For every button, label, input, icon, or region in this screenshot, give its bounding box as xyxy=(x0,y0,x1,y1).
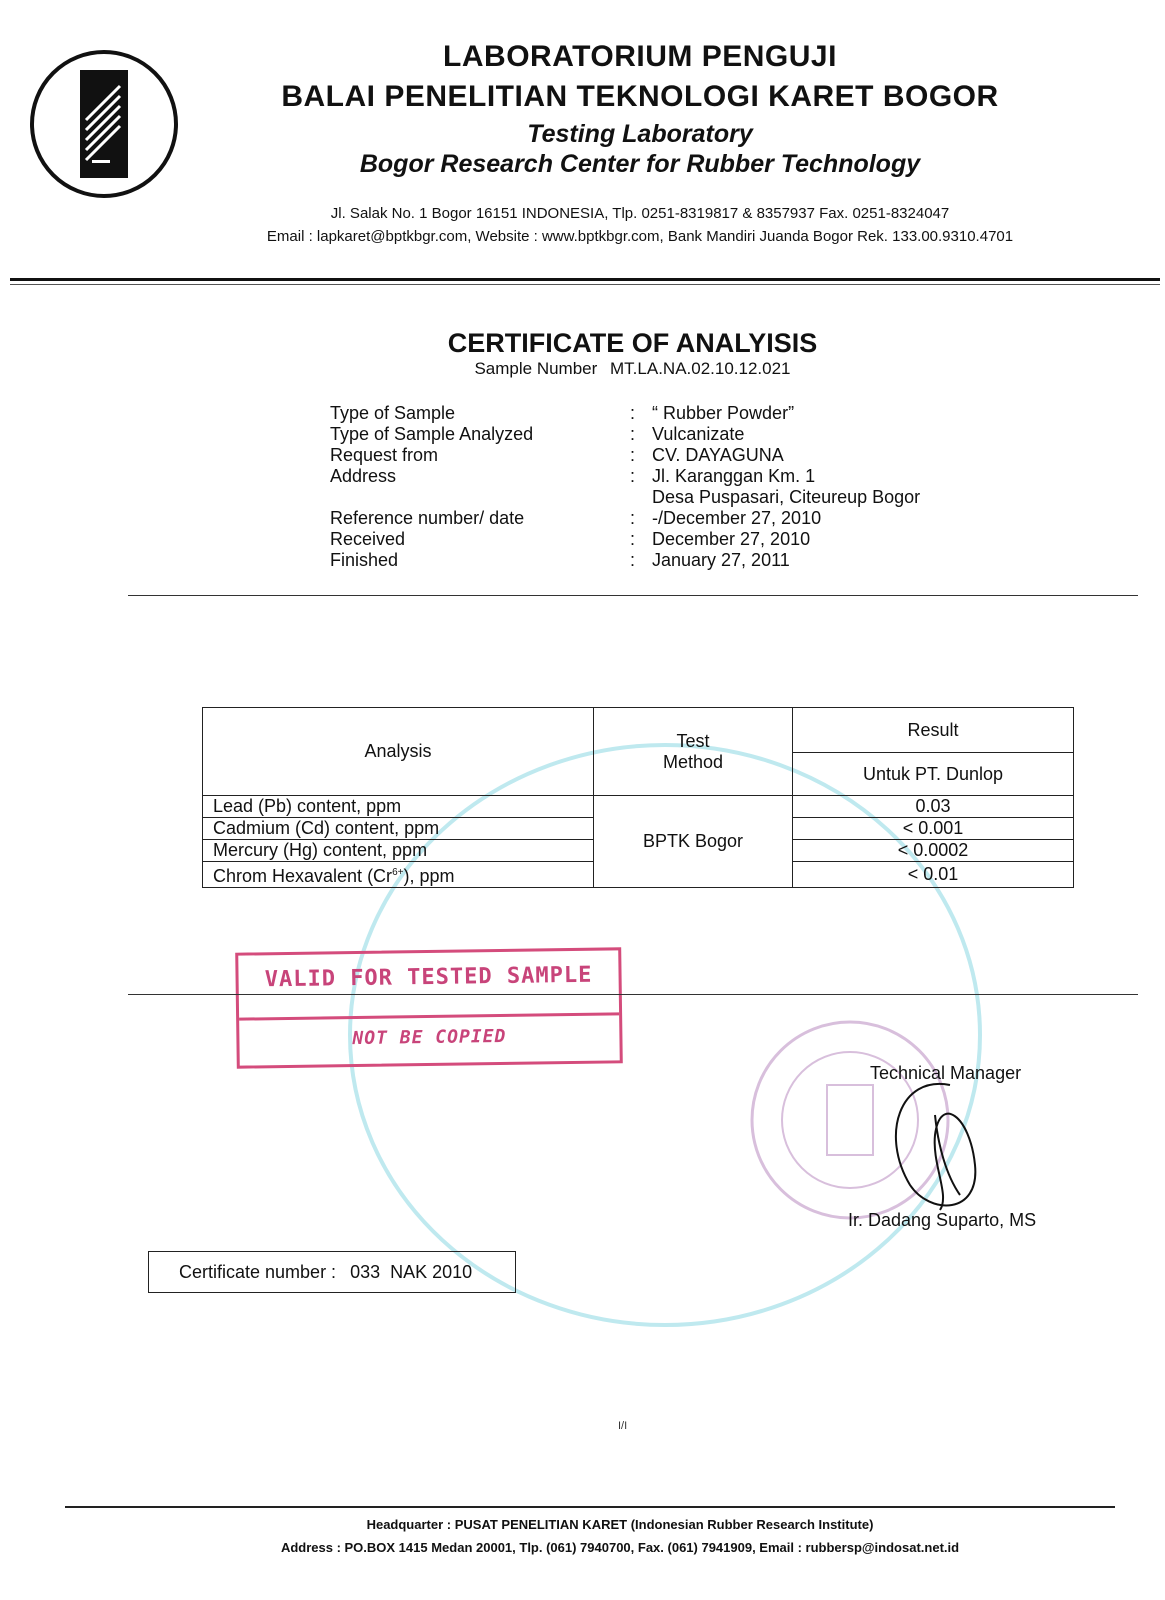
footer-headquarter: Headquarter : PUSAT PENELITIAN KARET (Indonesian Rubber Research Institute) xyxy=(366,1517,874,1532)
header-divider xyxy=(10,278,1160,281)
signatory-role: Technical Manager xyxy=(870,1063,1022,1083)
stamp-line2: NOT BE COPIED xyxy=(352,1025,507,1050)
table-header-row xyxy=(203,708,1074,753)
lab-title: LABORATORIUM PENGUJI xyxy=(443,40,837,73)
section-divider xyxy=(128,994,1138,995)
info-colon: : xyxy=(630,445,636,465)
analysis-superscript: 6+ xyxy=(392,867,404,878)
analysis-cell: Mercury (Hg) content, ppm xyxy=(203,840,594,862)
info-row xyxy=(330,508,950,529)
certificate-title: CERTIFICATE OF ANALYISIS xyxy=(447,328,818,358)
info-colon: : xyxy=(630,550,636,570)
results-table xyxy=(202,707,1074,888)
certificate-number-value: 033 NAK 2010 xyxy=(350,1262,473,1282)
institute-title-en: Bogor Research Center for Rubber Technology xyxy=(359,150,921,178)
info-value: -/December 27, 2010 xyxy=(652,508,822,528)
header-result: Result xyxy=(793,708,1074,753)
info-row xyxy=(330,466,950,487)
stamp-divider xyxy=(239,1012,619,1020)
info-value: Vulcanizate xyxy=(652,424,745,444)
method-cell: BPTK Bogor xyxy=(594,796,793,888)
lab-title-en: Testing Laboratory xyxy=(527,120,753,148)
info-colon xyxy=(630,487,652,508)
institute-title: BALAI PENELITIAN TEKNOLOGI KARET BOGOR xyxy=(281,80,999,113)
header-result-sub: Untuk PT. Dunlop xyxy=(793,753,1074,796)
info-row xyxy=(330,529,950,550)
result-cell: 0.03 xyxy=(793,796,1074,818)
footer-divider xyxy=(65,1506,1115,1508)
signatory-name: Ir. Dadang Suparto, MS xyxy=(848,1210,1037,1230)
sample-info xyxy=(330,403,950,571)
sample-number-label: Sample Number xyxy=(474,359,598,378)
info-label: Received xyxy=(330,529,406,549)
info-label: Request from xyxy=(330,445,439,465)
stamp-line1: VALID FOR TESTED SAMPLE xyxy=(264,962,593,993)
header-test-method xyxy=(594,708,793,796)
footer-address: Address : PO.BOX 1415 Medan 20001, Tlp. (061) 7940700, Fax. (061) 7941909, Email : rubbersp@indosat.net.id xyxy=(280,1540,960,1555)
header-method-line2: Method xyxy=(662,751,724,772)
info-value: “ Rubber Powder” xyxy=(652,403,795,423)
info-row xyxy=(330,550,950,571)
info-colon: : xyxy=(630,403,636,423)
header-analysis: Analysis xyxy=(203,708,594,796)
header-contact: Email : lapkaret@bptkbgr.com, Website : www.bptkbgr.com, Bank Mandiri Juanda Bogor Rek. 133.00.9310.4701 xyxy=(266,228,1014,245)
info-row xyxy=(330,487,950,508)
info-colon: : xyxy=(630,424,636,444)
info-label: Type of Sample Analyzed xyxy=(330,424,534,444)
certificate-number-box xyxy=(148,1251,516,1293)
info-value: Desa Puspasari, Citeureup Bogor xyxy=(652,487,921,507)
info-value: December 27, 2010 xyxy=(652,529,811,549)
info-label xyxy=(330,487,630,508)
info-value: January 27, 2011 xyxy=(652,550,790,570)
analysis-cell: Cadmium (Cd) content, ppm xyxy=(203,818,594,840)
info-colon: : xyxy=(630,466,636,486)
header-address: Jl. Salak No. 1 Bogor 16151 INDONESIA, Tlp. 0251-8319817 & 8357937 Fax. 0251-8324047 xyxy=(330,205,950,222)
table-row xyxy=(203,796,1074,818)
header-method-line1: Test xyxy=(676,730,710,751)
institute-logo xyxy=(28,48,180,200)
info-label: Address xyxy=(330,466,397,486)
sample-number-value: MT.LA.NA.02.10.12.021 xyxy=(610,359,791,378)
info-label: Type of Sample xyxy=(330,403,456,423)
validity-stamp xyxy=(235,947,623,1068)
info-value: Jl. Karanggan Km. 1 xyxy=(652,466,816,486)
analysis-text: Chrom Hexavalent (Cr xyxy=(213,866,393,886)
analysis-cell xyxy=(203,862,594,888)
result-cell: < 0.01 xyxy=(793,862,1074,888)
section-divider xyxy=(128,595,1138,596)
result-cell: < 0.001 xyxy=(793,818,1074,840)
info-label: Reference number/ date xyxy=(330,508,525,528)
sample-number-line xyxy=(300,359,965,379)
page-mark: I/I xyxy=(618,1420,628,1432)
certificate-number-label: Certificate number : xyxy=(179,1262,337,1282)
info-value: CV. DAYAGUNA xyxy=(652,445,784,465)
info-row xyxy=(330,424,950,445)
info-label: Finished xyxy=(330,550,399,570)
result-cell: < 0.0002 xyxy=(793,840,1074,862)
info-colon: : xyxy=(630,529,636,549)
analysis-suffix: ), ppm xyxy=(403,866,455,886)
info-colon: : xyxy=(630,508,636,528)
info-row xyxy=(330,403,950,424)
info-row xyxy=(330,445,950,466)
header-divider-thin xyxy=(10,284,1160,285)
analysis-cell: Lead (Pb) content, ppm xyxy=(203,796,594,818)
